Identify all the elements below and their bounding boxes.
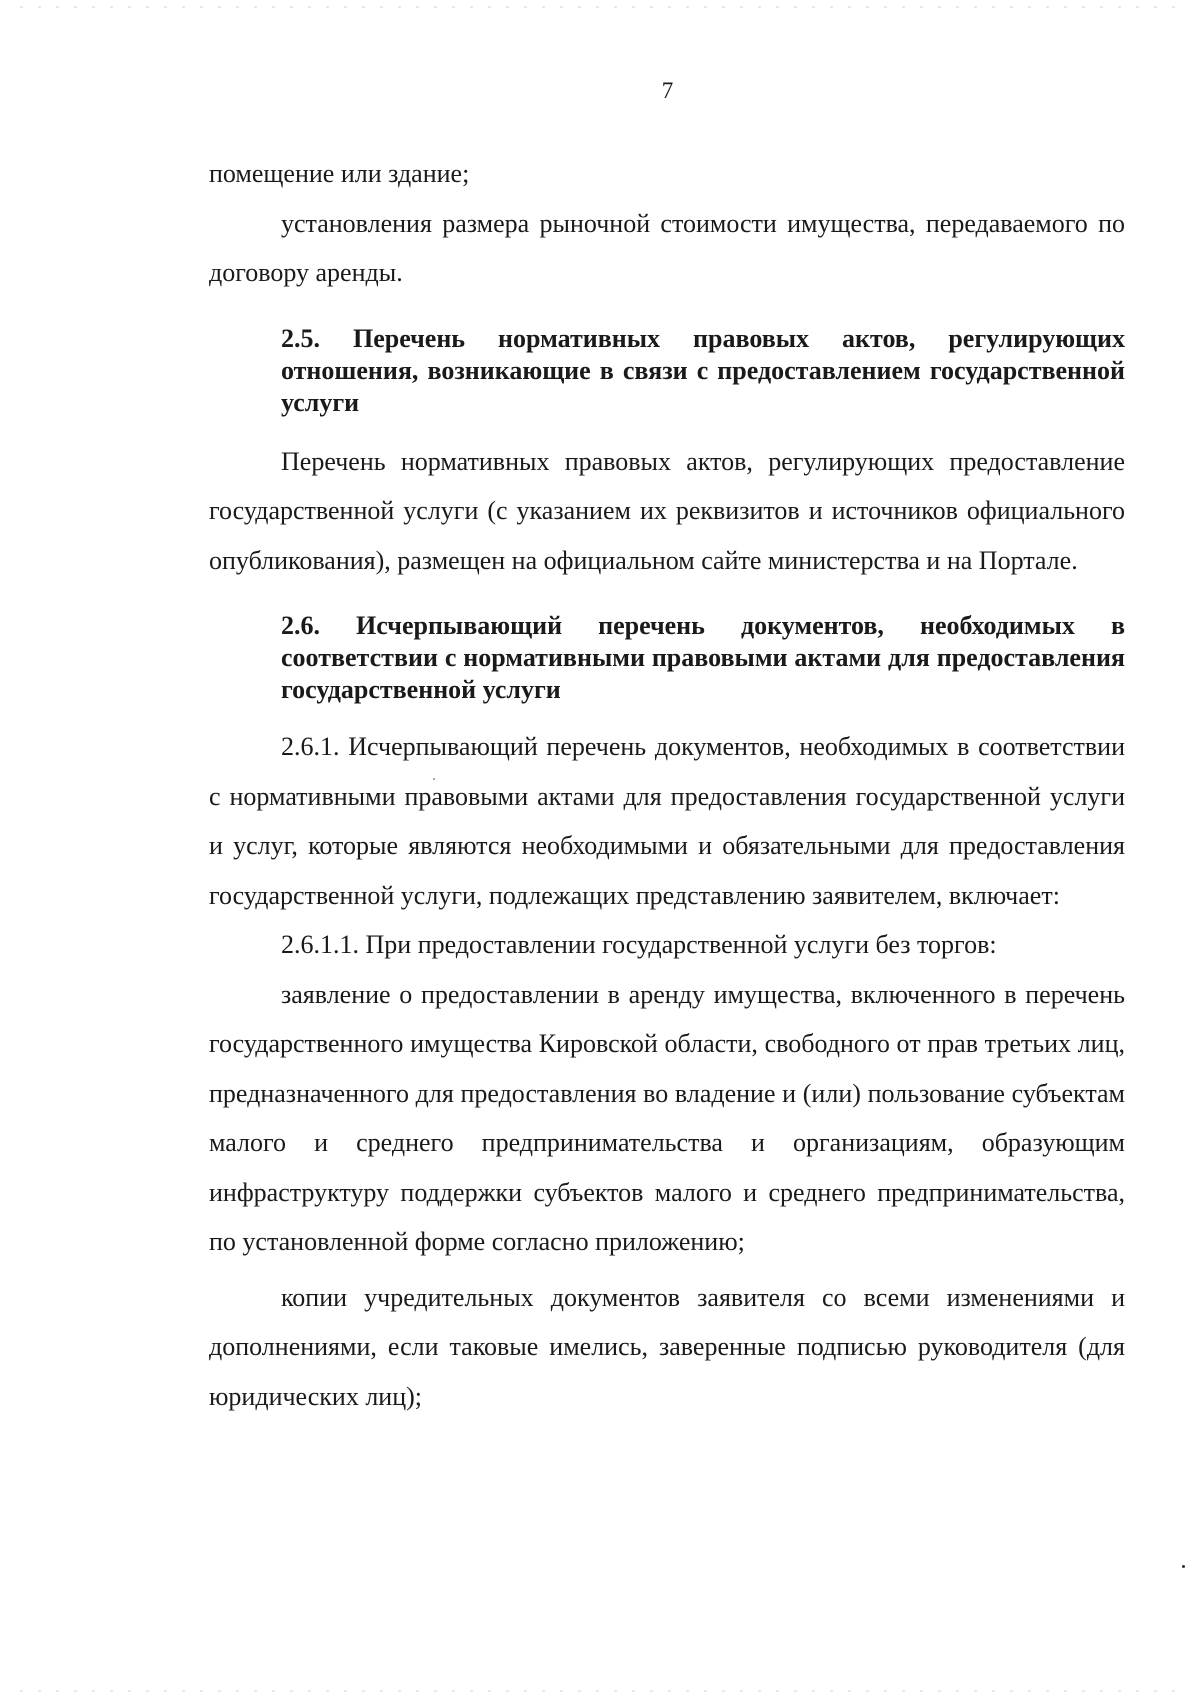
paragraph-2-6-1: 2.6.1. Исчерпывающий перечень документов, необходимых в соответствии с нормативными правовыми актами для предоставления государственной услуги и услуг, которые являются необходимыми и обязательными для предоставления государственной услуги, подлежащих представлению заявителем, включает: <box>209 732 1125 910</box>
paragraph-founding-documents: копии учредительных документов заявителя со всеми изменениями и дополнениями, если таковые имелись, заверенные подписью руководителя (для юридических лиц); <box>209 1282 1125 1411</box>
paragraph-2-6-1-1: 2.6.1.1. При предоставлении государственной услуги без торгов: <box>281 930 997 959</box>
paragraph-legal-acts-list: Перечень нормативных правовых актов, регулирующих предоставление государственной услуги (с указанием их реквизитов и источников официального опубликования), размещен на официальном сайте министерства и на Портале. <box>209 446 1125 575</box>
paragraph-application: заявление о предоставлении в аренду имущества, включенного в перечень государственного имущества Кировской области, свободного от прав третьих лиц, предназначенного для предоставления во владение и (или) пользование субъектам малого и среднего предпринимательства и организациям, образующим инфраструктуру поддержки субъектов малого и среднего предпринимательства, по установленной форме согласно приложению; <box>209 979 1125 1256</box>
scan-edge-bottom <box>20 1690 1180 1692</box>
scan-speck <box>1182 1565 1185 1568</box>
page-number: 7 <box>661 78 674 103</box>
scan-edge-top <box>20 6 1180 8</box>
paragraph-market-value: установления размера рыночной стоимости имущества, передаваемого по договору аренды. <box>209 208 1125 287</box>
scan-speck <box>433 778 435 780</box>
section-heading-2-5: 2.5. Перечень нормативных правовых актов, регулирующих отношения, возникающие в связи с предоставлением государственной услуги <box>281 323 1125 417</box>
document-body <box>209 149 1125 1421</box>
paragraph-premises: помещение или здание; <box>209 159 470 188</box>
section-heading-2-6: 2.6. Исчерпывающий перечень документов, необходимых в соответствии с нормативными правовыми актами для предоставления государственной услуги <box>281 611 1125 704</box>
